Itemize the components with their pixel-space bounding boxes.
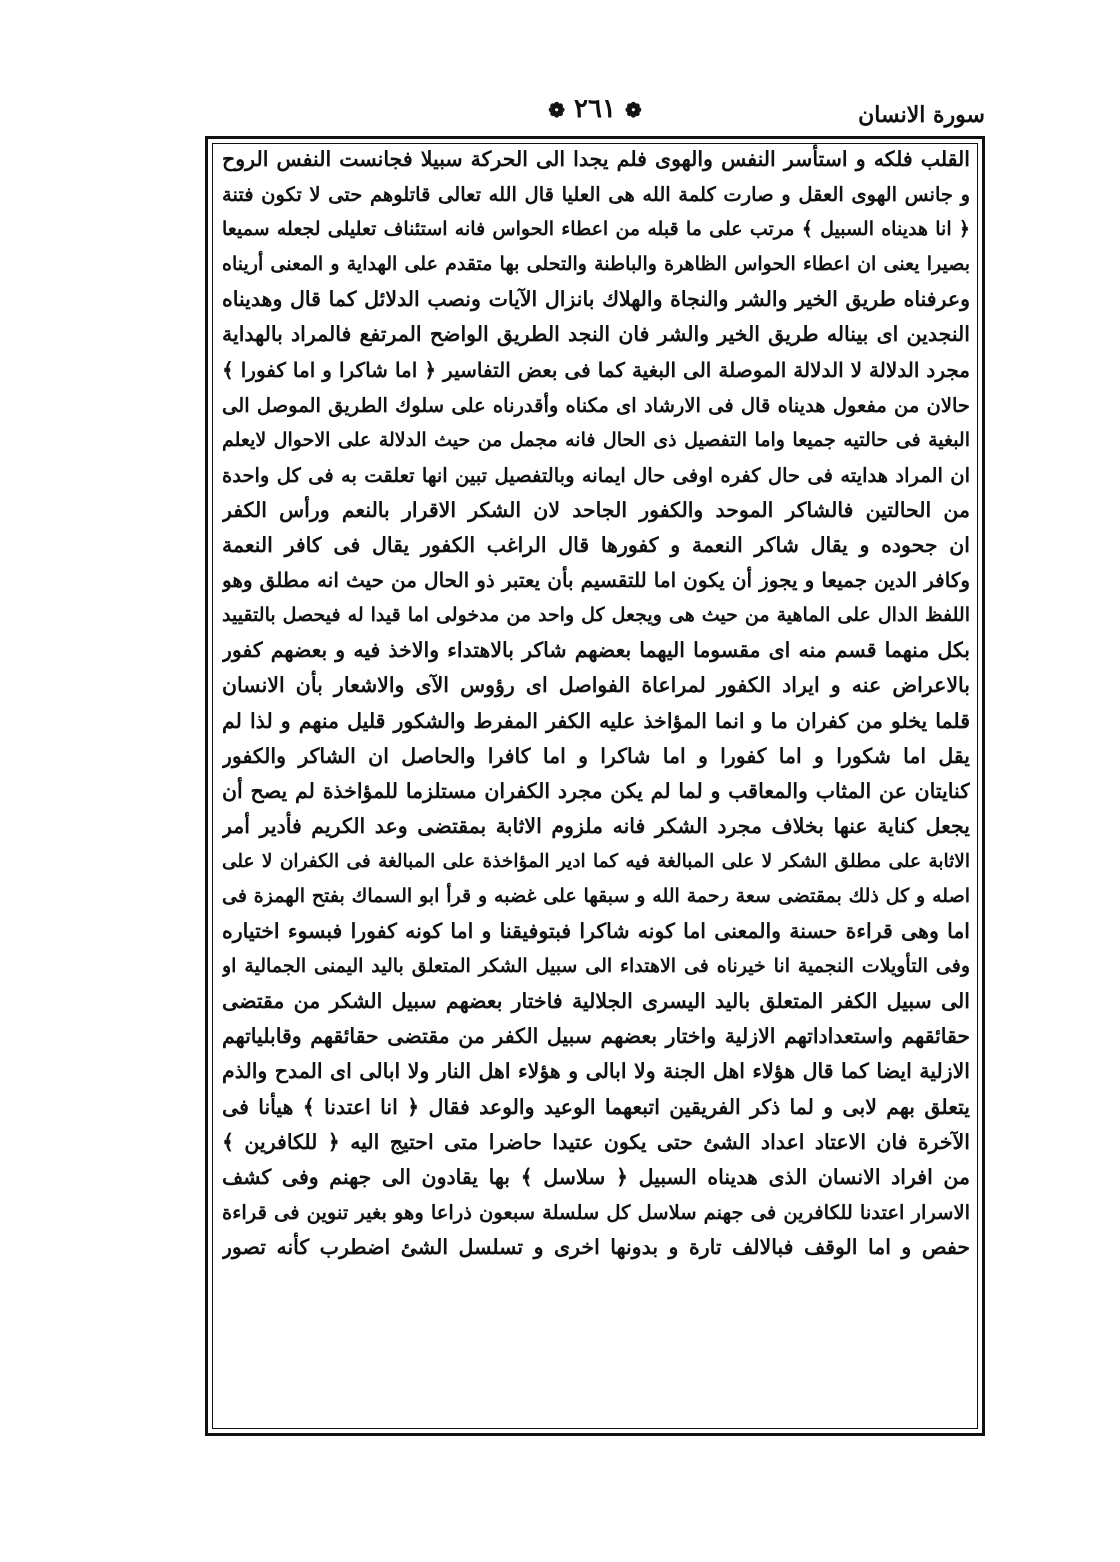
text-line: اما وهى قراءة حسنة والمعنى اما كونه شاكرا فبتوفيقنا و اما كونه كفورا فبسوء اختياره [222,919,970,944]
page-header [205,92,985,132]
text-line: الازلية ايضا كما قال هؤلاء اهل الجنة ولا ابالى و هؤلاء اهل النار ولا ابالى اى المدح والذم [222,1059,970,1084]
ornament-right-icon: ❁ [625,98,642,122]
text-line: الاسرار اعتدنا للكافرين فى جهنم سلاسل كل سلسلة سبعون ذراعا وهو بغير تنوين فى قراءة [222,1200,970,1224]
text-line: الاثابة على مطلق الشكر لا على المبالغة فيه كما ادير المؤاخذة على المبالغة فى الكفران لا على [222,850,970,872]
text-line: النجدين اى بيناله طريق الخير والشر فان النجد الطريق الواضح المرتفع فالمراد بالهداية [222,322,970,347]
text-line: وفى التأويلات النجمية انا خيرناه فى الاهتداء الى سبيل الشكر المتعلق باليد اليمنى الجمالية او [222,955,970,978]
text-line: من افراد الانسان الذى هديناه السبيل ﴿ سلاسل ﴾ بها يقادون الى جهنم وفى كشف [222,1164,970,1189]
text-line: ان المراد هدايته فى حال كفره اوفى حال ايمانه وبالتفصيل تبين انها تعلقت به فى كل واحدة [222,463,970,487]
text-line: حفص و اما الوقف فبالالف تارة و بدونها اخرى و تسلسل الشئ اضطرب كأنه تصور [222,1234,970,1259]
text-line: مجرد الدلالة لا الدلالة الموصلة الى البغية كما فى بعض التفاسير ﴿ اما شاكرا و اما كفورا ﴾ [222,357,970,382]
text-line: اصله و كل ذلك بمقتضى سعة رحمة الله و سبقها على غضبه و قرأ ابو السماك بفتح الهمزة فى [222,884,970,907]
surah-title: سورة الانسان [858,102,985,128]
text-line: قلما يخلو من كفران ما و انما المؤاخذ عليه الكفر المفرط والشكور قليل منهم و لذا لم [222,708,970,733]
text-line: وكافر الدين جميعا و يجوز أن يكون اما للتقسيم بأن يعتبر ذو الحال من حيث انه مطلق وهو [222,568,970,593]
text-line: كنايتان عن المثاب والمعاقب و لما لم يكن مجرد الكفران مستلزما للمؤاخذة لم يصح أن [222,778,970,803]
text-line: يقل اما شكورا و اما كفورا و اما شاكرا و اما كافرا والحاصل ان الشاكر والكفور [222,743,970,768]
text-line: وعرفناه طريق الخير والشر والنجاة والهلاك بانزال الآيات ونصب الدلائل كما قال وهديناه [222,287,970,312]
page-number: ٢٦١ [574,94,616,124]
text-line: ﴿ انا هديناه السبيل ﴾ مرتب على ما قبله من اعطاء الحواس فانه استئناف تعليلى لجعله سميعا [222,218,970,241]
text-line: بصيرا يعنى ان اعطاء الحواس الظاهرة والباطنة والتحلى بها متقدم على الهداية و المعنى أريناه [222,253,970,276]
text-line: الآخرة فان الاعتاد اعداد الشئ حتى يكون عتيدا حاضرا متى احتيج اليه ﴿ للكافرين ﴾ [222,1129,970,1154]
text-line: و جانس الهوى العقل و صارت كلمة الله هى العليا قال الله تعالى قاتلوهم حتى لا تكون فتنة [222,183,970,207]
text-line: حالان من مفعول هديناه قال فى الارشاد اى مكناه وأقدرناه على سلوك الطريق الموصل الى [222,393,970,417]
text-line: بكل منهما قسم منه اى مقسوما اليهما بعضهم شاكر بالاهتداء والاخذ فيه و بعضهم كفور [222,638,970,663]
text-line: الى سبيل الكفر المتعلق باليد اليسرى الجلالية فاختار بعضهم سبيل الشكر من مقتضى [222,989,970,1014]
text-line: ان جحوده و يقال شاكر النعمة و كفورها قال الراغب الكفور يقال فى كافر النعمة [222,533,970,558]
ornament-left-icon: ❁ [548,98,565,122]
page-number-group [548,94,642,124]
text-line: بالاعراض عنه و ايراد الكفور لمراعاة الفواصل اى رؤوس الآى والاشعار بأن الانسان [222,673,970,698]
text-line: يتعلق بهم لابى و لما ذكر الفريقين اتبعهما الوعيد والوعد فقال ﴿ انا اعتدنا ﴾ هيأنا فى [222,1094,970,1119]
text-line: اللفظ الدال على الماهية من حيث هى ويجعل كل واحد من مدخولى اما قيدا له فيحصل بالتقييد [222,604,970,627]
text-line: البغية فى حالتيه جميعا واما التفصيل ذى الحال فانه مجمل من حيث الدلالة على الاحوال لايعلم [222,428,970,451]
text-line: القلب فلكه و استأسر النفس والهوى فلم يجدا الى الحركة سبيلا فجانست النفس الروح [222,147,970,171]
text-line: يجعل كناية عنها بخلاف مجرد الشكر فانه ملزوم الاثابة بمقتضى وعد الكريم فأدير أمر [222,813,970,838]
text-line: حقائقهم واستعداداتهم الازلية واختار بعضهم سبيل الكفر من مقتضى حقائقهم وقابلياتهم [222,1024,970,1049]
text-line: من الحالتين فالشاكر الموحد والكفور الجاحد لان الشكر الاقرار بالنعم ورأس الكفر [222,497,970,522]
commentary-text [222,142,970,1428]
